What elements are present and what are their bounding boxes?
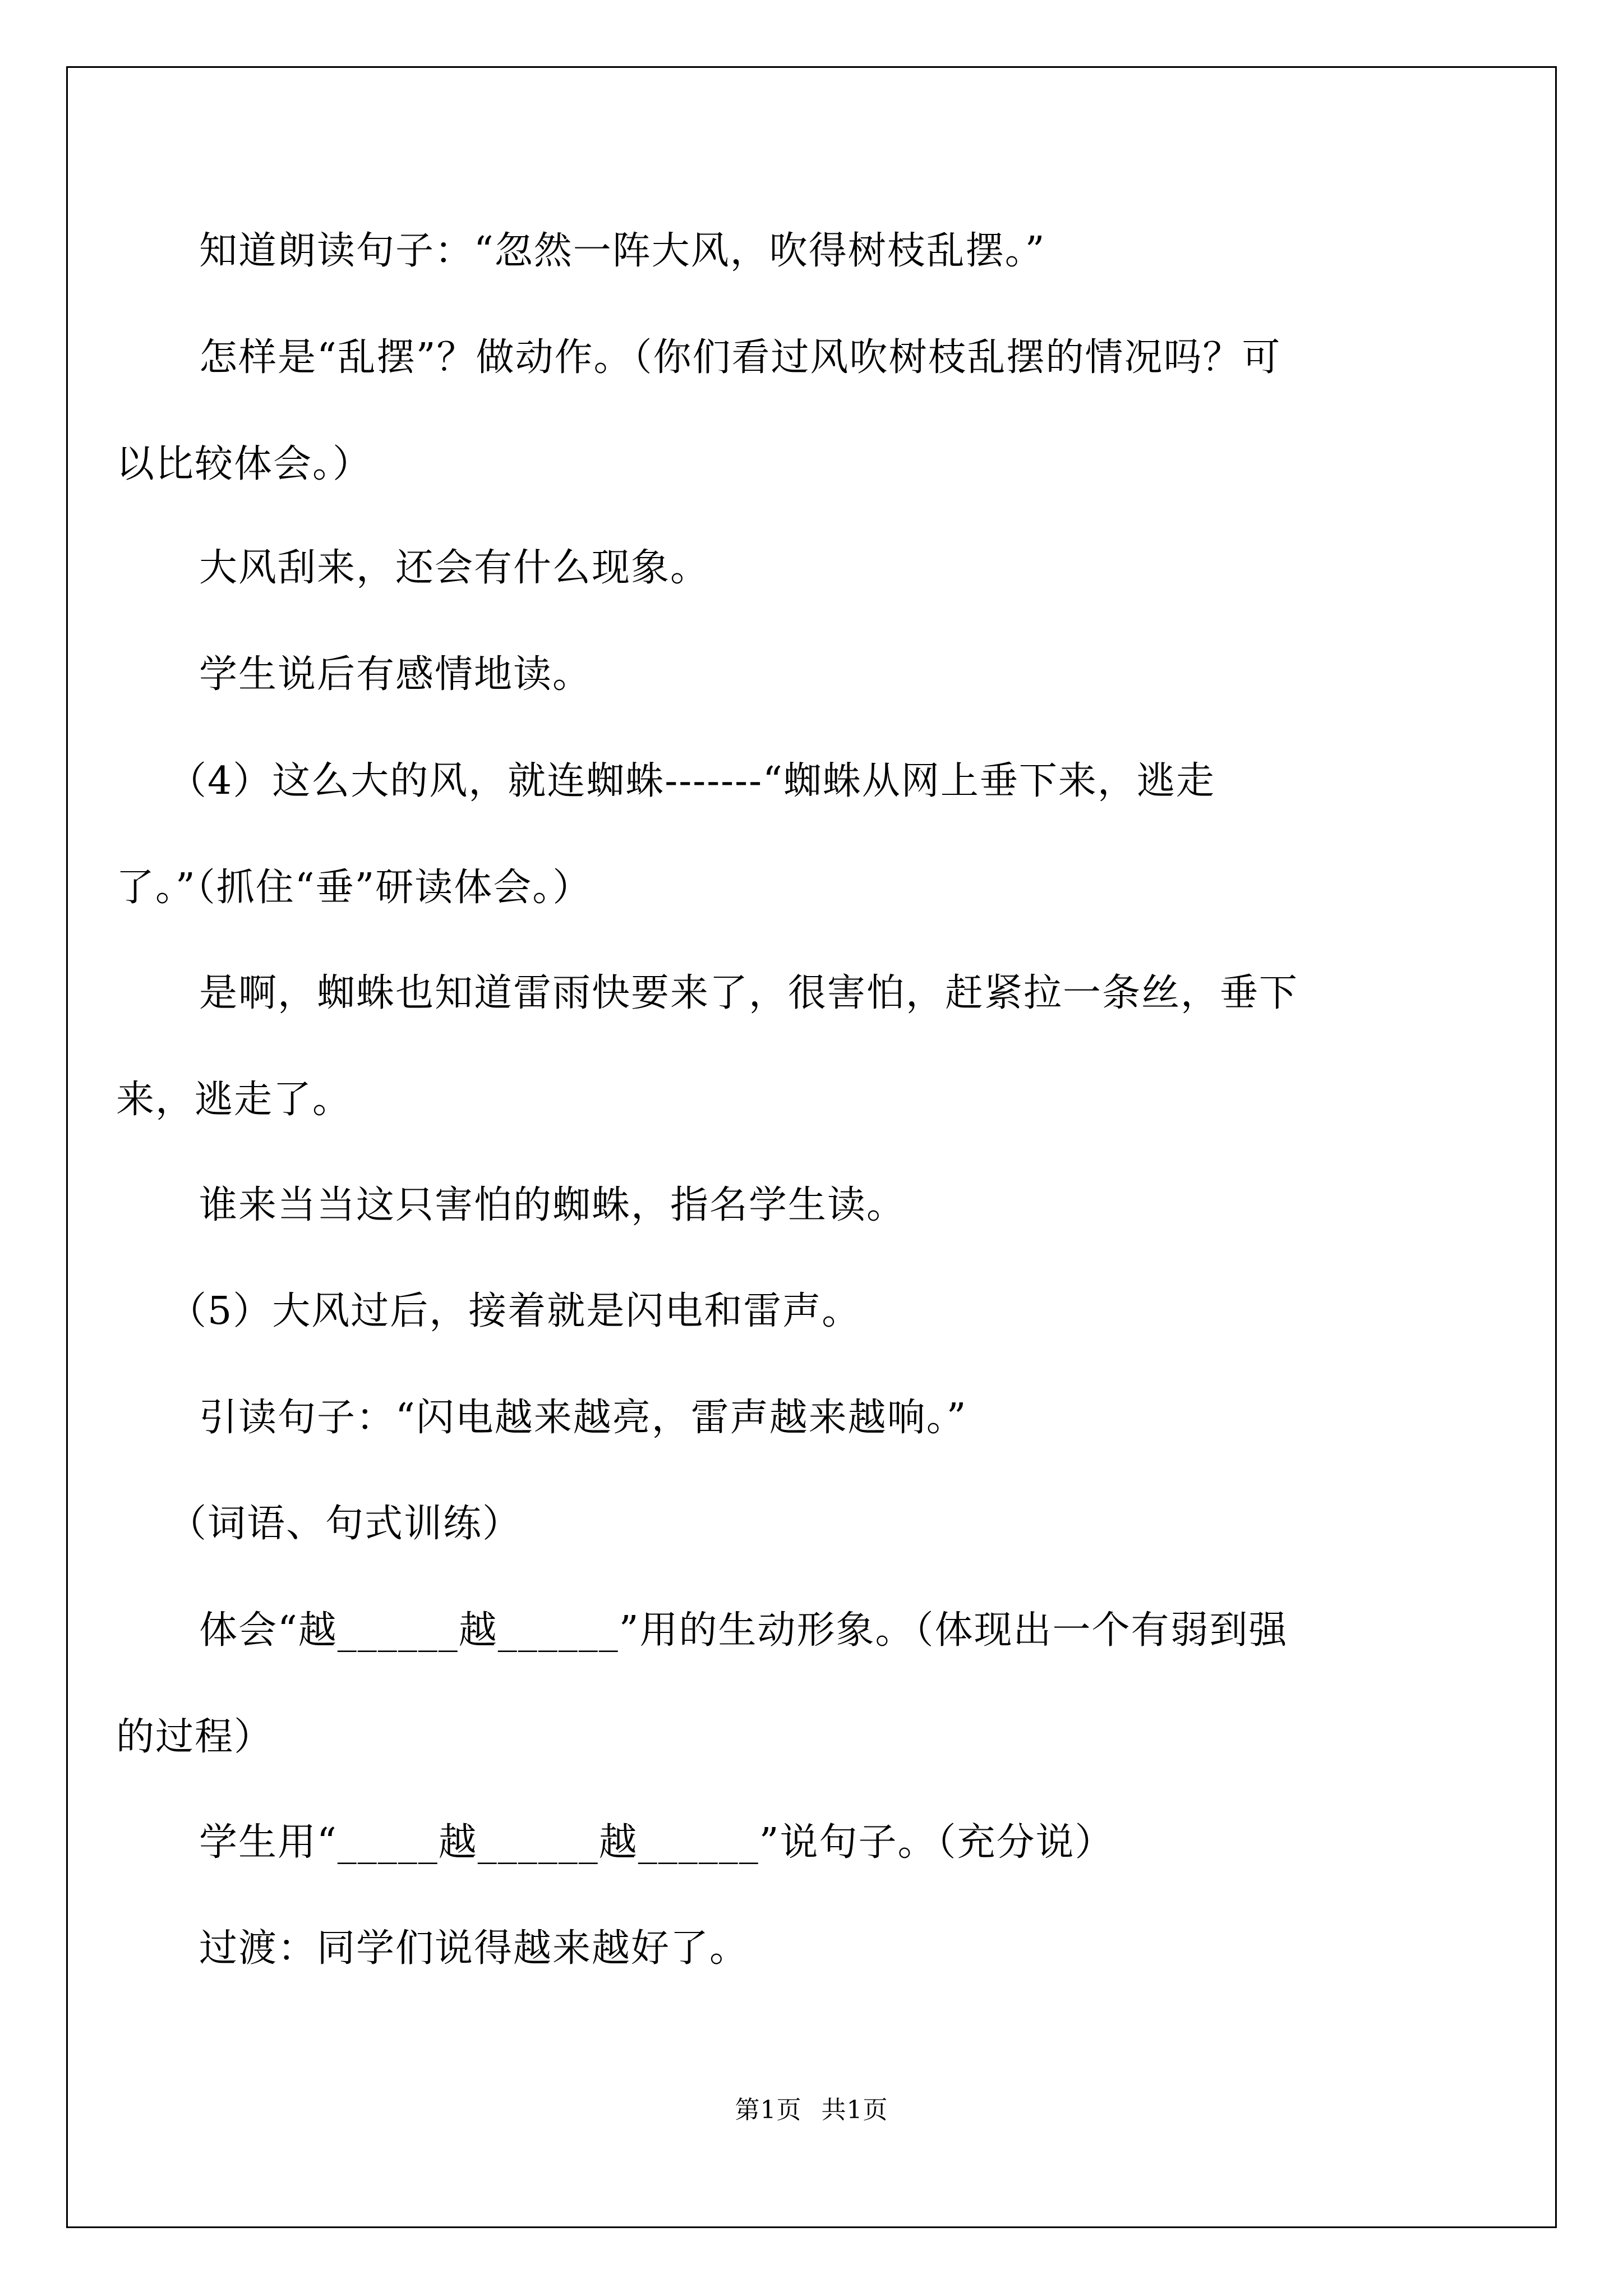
paragraph-line: 过渡：同学们说得越来越好了。	[199, 1926, 749, 1971]
paragraph	[199, 622, 1433, 728]
paragraph-line: 了。”（抓住“垂”研读体会。）	[116, 866, 592, 910]
paragraph	[199, 515, 1433, 622]
paragraph-line: 的过程）	[116, 1715, 274, 1759]
paragraph-line: 知道朗读句子：“忽然一阵大风，吹得树枝乱摆。”	[199, 229, 1046, 273]
page-footer	[0, 2090, 1623, 2125]
paragraph-line: 是啊，蜘蛛也知道雷雨快要来了，很害怕，赶紧拉一条丝，垂下	[199, 971, 1299, 1015]
paragraph-line: 学生说后有感情地读。	[199, 652, 592, 697]
paragraph	[168, 1471, 1402, 1577]
paragraph	[199, 198, 1433, 305]
paragraph	[116, 1577, 1433, 1791]
paragraph-line: 来，逃走了。	[116, 1078, 352, 1122]
paragraph-line: （5）大风过后，接着就是闪电和雷声。	[168, 1289, 861, 1333]
paragraph	[199, 1895, 1433, 2002]
paragraph	[199, 1152, 1433, 1259]
paragraph-line: 引读句子：“闪电越来越亮，雷声越来越响。”	[199, 1396, 967, 1440]
paragraph-line: 怎样是“乱摆”？做动作。（你们看过风吹树枝乱摆的情况吗？可	[199, 335, 1281, 380]
paragraph	[116, 728, 1402, 941]
paragraph-line: （4）这么大的风，就连蜘蛛-------“蜘蛛从网上垂下来，逃走	[168, 759, 1215, 803]
paragraph	[199, 1365, 1433, 1471]
paragraph-line: 体会“越______越______”用的生动形象。（体现出一个有弱到强	[199, 1608, 1288, 1653]
paragraph-line: 以比较体会。）	[116, 442, 372, 486]
paragraph-line: 谁来当当这只害怕的蜘蛛，指名学生读。	[199, 1183, 906, 1227]
page-number: 第1页	[735, 2096, 802, 2124]
paragraph	[116, 940, 1433, 1153]
paragraph	[199, 1789, 1433, 1896]
paragraph-line: 大风刮来，还会有什么现象。	[199, 546, 710, 590]
page-total: 共1页	[821, 2096, 888, 2124]
paragraph	[168, 1258, 1402, 1365]
paragraph-line: 学生用“_____越______越______”说句子。（充分说）	[199, 1820, 1114, 1865]
paragraph	[116, 305, 1433, 518]
paragraph-line: （词语、句式训练）	[168, 1502, 522, 1546]
